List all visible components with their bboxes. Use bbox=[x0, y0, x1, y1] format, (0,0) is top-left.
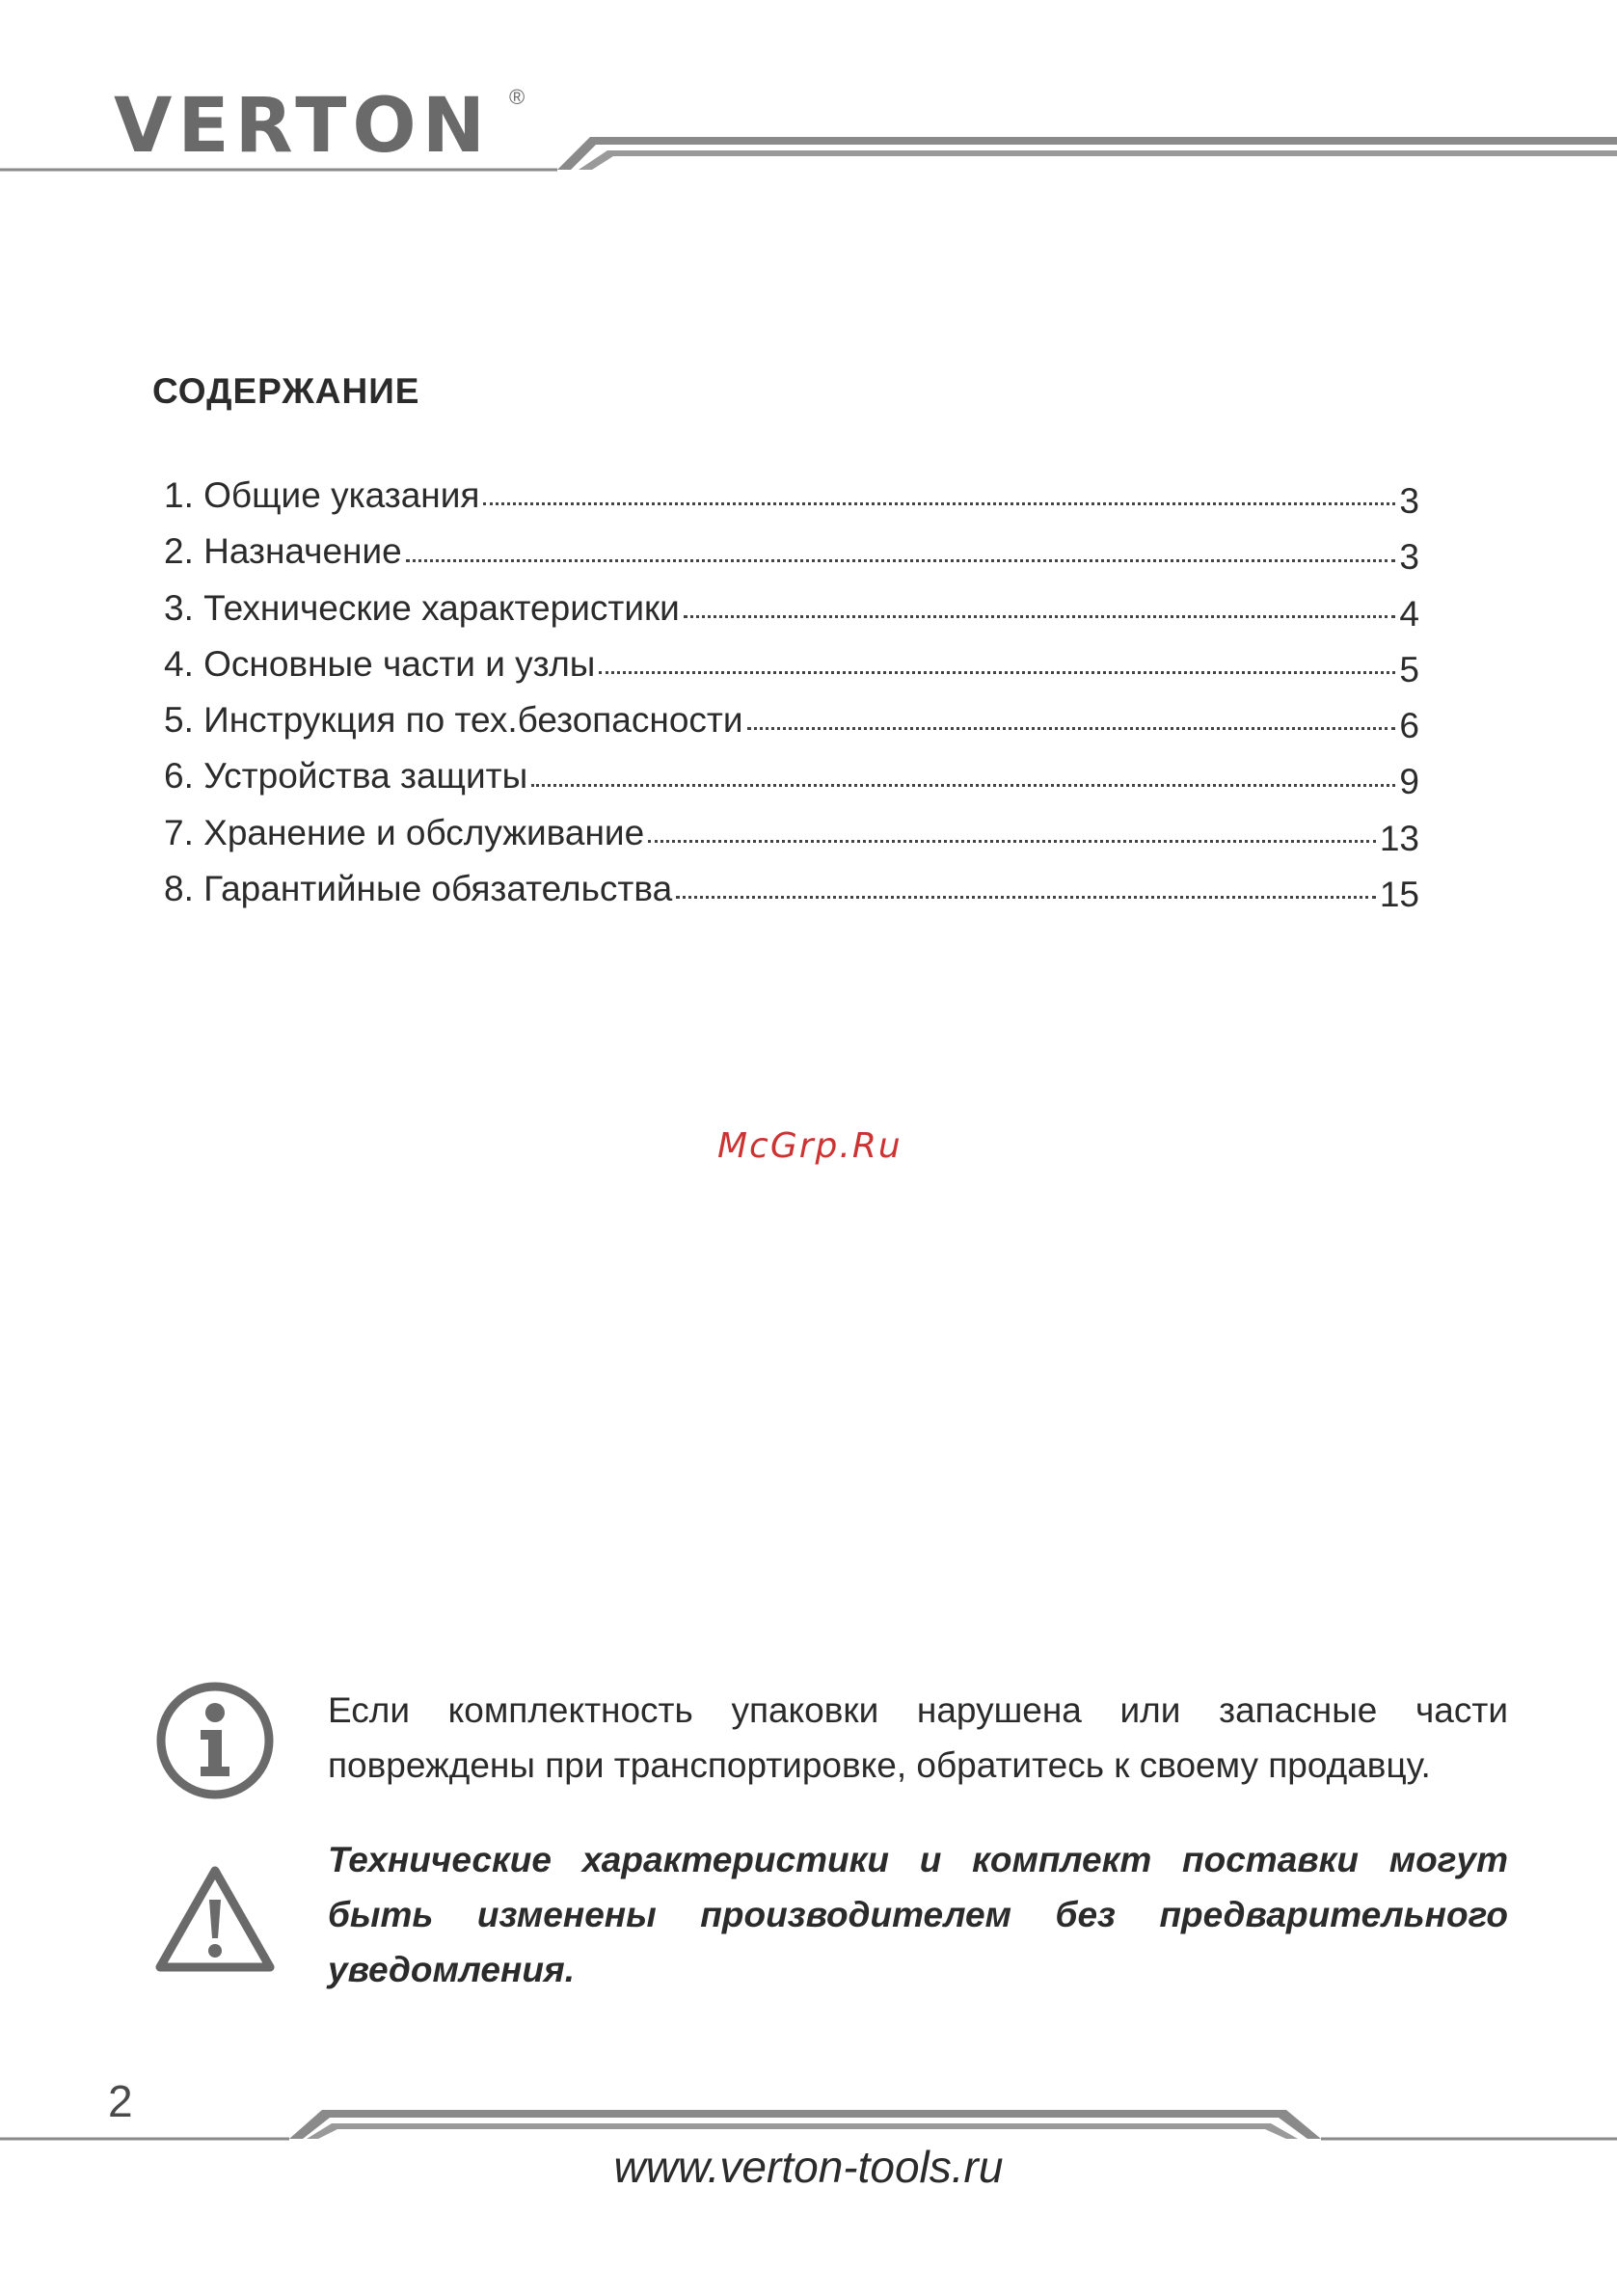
toc-item[interactable] bbox=[164, 742, 1419, 802]
footer-decoration-lines bbox=[0, 2102, 1617, 2141]
toc-item-label: 1. Общие указания bbox=[164, 474, 480, 515]
table-of-contents bbox=[164, 461, 1419, 914]
toc-item-label: 7. Хранение и обслуживание bbox=[164, 812, 645, 852]
page-number: 2 bbox=[108, 2076, 133, 2126]
toc-leader-dots bbox=[531, 784, 1395, 787]
toc-item[interactable] bbox=[164, 574, 1419, 634]
toc-item-label: 5. Инструкция по тех.безопасности bbox=[164, 700, 743, 741]
toc-leader-dots bbox=[648, 840, 1376, 843]
toc-item[interactable] bbox=[164, 798, 1419, 858]
toc-leader-dots bbox=[747, 727, 1396, 730]
page-header bbox=[0, 0, 1617, 183]
toc-item[interactable] bbox=[164, 517, 1419, 578]
info-icon bbox=[154, 1680, 276, 1801]
toc-leader-dots bbox=[406, 559, 1396, 562]
toc-item-page: 3 bbox=[1399, 537, 1419, 578]
toc-item-page: 5 bbox=[1399, 649, 1419, 689]
toc-item-page: 13 bbox=[1379, 818, 1419, 858]
toc-item-page: 4 bbox=[1399, 593, 1419, 634]
toc-item[interactable] bbox=[164, 854, 1419, 914]
toc-leader-dots bbox=[684, 615, 1396, 618]
warning-notice-text: Технические характеристики и комплект поставки могут быть изменены производителем без предварительного уведомления. bbox=[328, 1840, 1508, 1989]
toc-item-page: 3 bbox=[1399, 480, 1419, 521]
registered-mark: ® bbox=[509, 85, 526, 109]
watermark-text[interactable]: McGrp.Ru bbox=[717, 1126, 903, 1166]
toc-item-label: 8. Гарантийные обязательства bbox=[164, 868, 673, 908]
toc-item-label: 6. Устройства защиты bbox=[164, 756, 528, 797]
toc-leader-dots bbox=[599, 671, 1395, 674]
toc-item-page: 9 bbox=[1399, 762, 1419, 802]
toc-title: СОДЕРЖАНИЕ bbox=[152, 371, 420, 411]
toc-item-page: 6 bbox=[1399, 706, 1419, 746]
toc-leader-dots bbox=[676, 896, 1376, 899]
warning-triangle-icon bbox=[154, 1863, 276, 1975]
toc-item[interactable] bbox=[164, 630, 1419, 689]
brand-logo: VERTON bbox=[114, 83, 491, 170]
toc-item[interactable] bbox=[164, 461, 1419, 521]
toc-item-label: 2. Назначение bbox=[164, 531, 402, 572]
toc-item-label: 3. Технические характеристики bbox=[164, 587, 680, 628]
info-notice-text: Если комплектность упаковки нарушена или запасные части повреждены при транспортировке, обратитесь к своему продавцу. bbox=[328, 1690, 1508, 1785]
toc-item-label: 4. Основные части и узлы bbox=[164, 643, 596, 684]
toc-leader-dots bbox=[483, 502, 1395, 505]
toc-item[interactable] bbox=[164, 686, 1419, 746]
toc-item-page: 15 bbox=[1379, 874, 1419, 914]
website-link[interactable]: www.verton-tools.ru bbox=[613, 2142, 1004, 2192]
